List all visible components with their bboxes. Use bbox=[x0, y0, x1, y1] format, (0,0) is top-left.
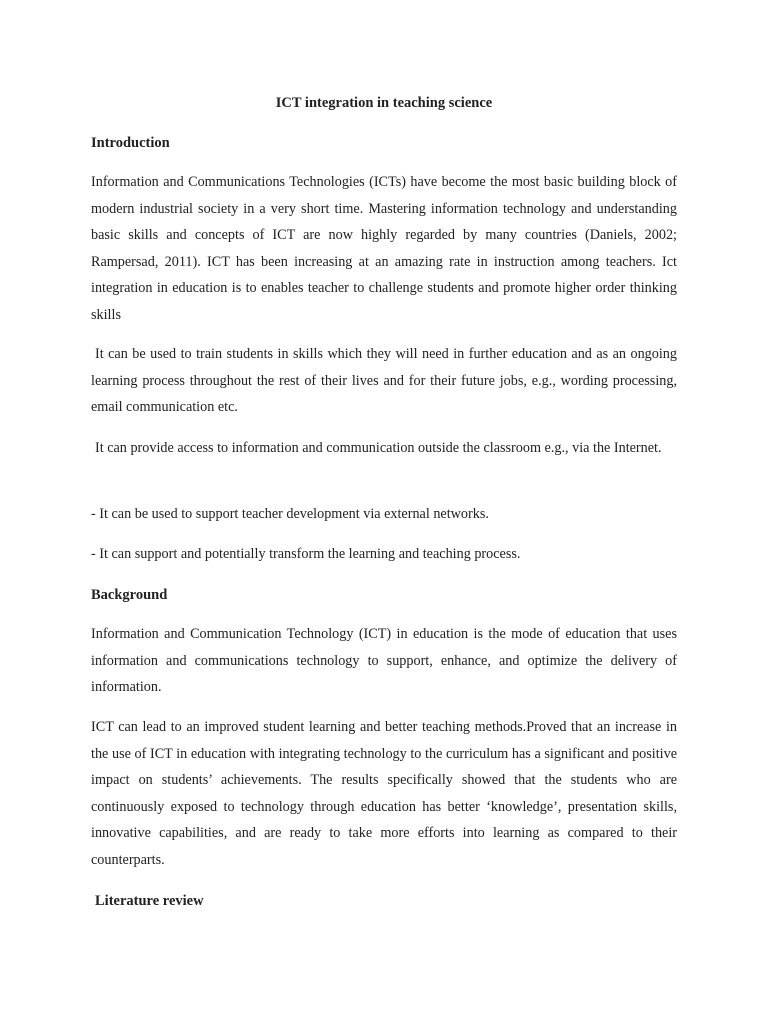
background-paragraph-2: ICT can lead to an improved student learning and better teaching methods.Proved that an increase in the use of ICT in education with integrating technology to the curriculum has a significant and positive impact on students’ achievements. The results specifically showed that the students who are continuously exposed to technology through education has better ‘knowledge’, presentation skills, innovative capabilities, and are ready to take more efforts into learning as compared to their counterparts. bbox=[91, 719, 677, 868]
intro-bullet-1: - It can be used to support teacher development via external networks. bbox=[91, 506, 489, 522]
background-paragraph-1: Information and Communication Technology (ICT) in education is the mode of education that uses information and communications technology to support, enhance, and optimize the delivery of information. bbox=[91, 626, 677, 695]
heading-background: Background bbox=[91, 587, 168, 603]
intro-paragraph-2: It can be used to train students in skills which they will need in further education and as an ongoing learning process throughout the rest of their lives and for their future jobs, e.g., wording processing, email communication etc. bbox=[91, 346, 677, 415]
intro-paragraph-3: It can provide access to information and communication outside the classroom e.g., via the Internet. bbox=[95, 440, 662, 456]
intro-bullet-2: - It can support and potentially transform the learning and teaching process. bbox=[91, 546, 521, 562]
document-title: ICT integration in teaching science bbox=[275, 95, 493, 111]
heading-literature-review: Literature review bbox=[95, 893, 204, 909]
heading-introduction: Introduction bbox=[91, 135, 170, 151]
intro-paragraph-1: Information and Communications Technologies (ICTs) have become the most basic building block of modern industrial society in a very short time. Mastering information technology and understanding basic skills and concepts of ICT are now highly regarded by many countries (Daniels, 2002; Rampersad, 2011). ICT has been increasing at an amazing rate in instruction among teachers. Ict integration in education is to enables teacher to challenge students and promote higher order thinking skills bbox=[91, 174, 677, 323]
